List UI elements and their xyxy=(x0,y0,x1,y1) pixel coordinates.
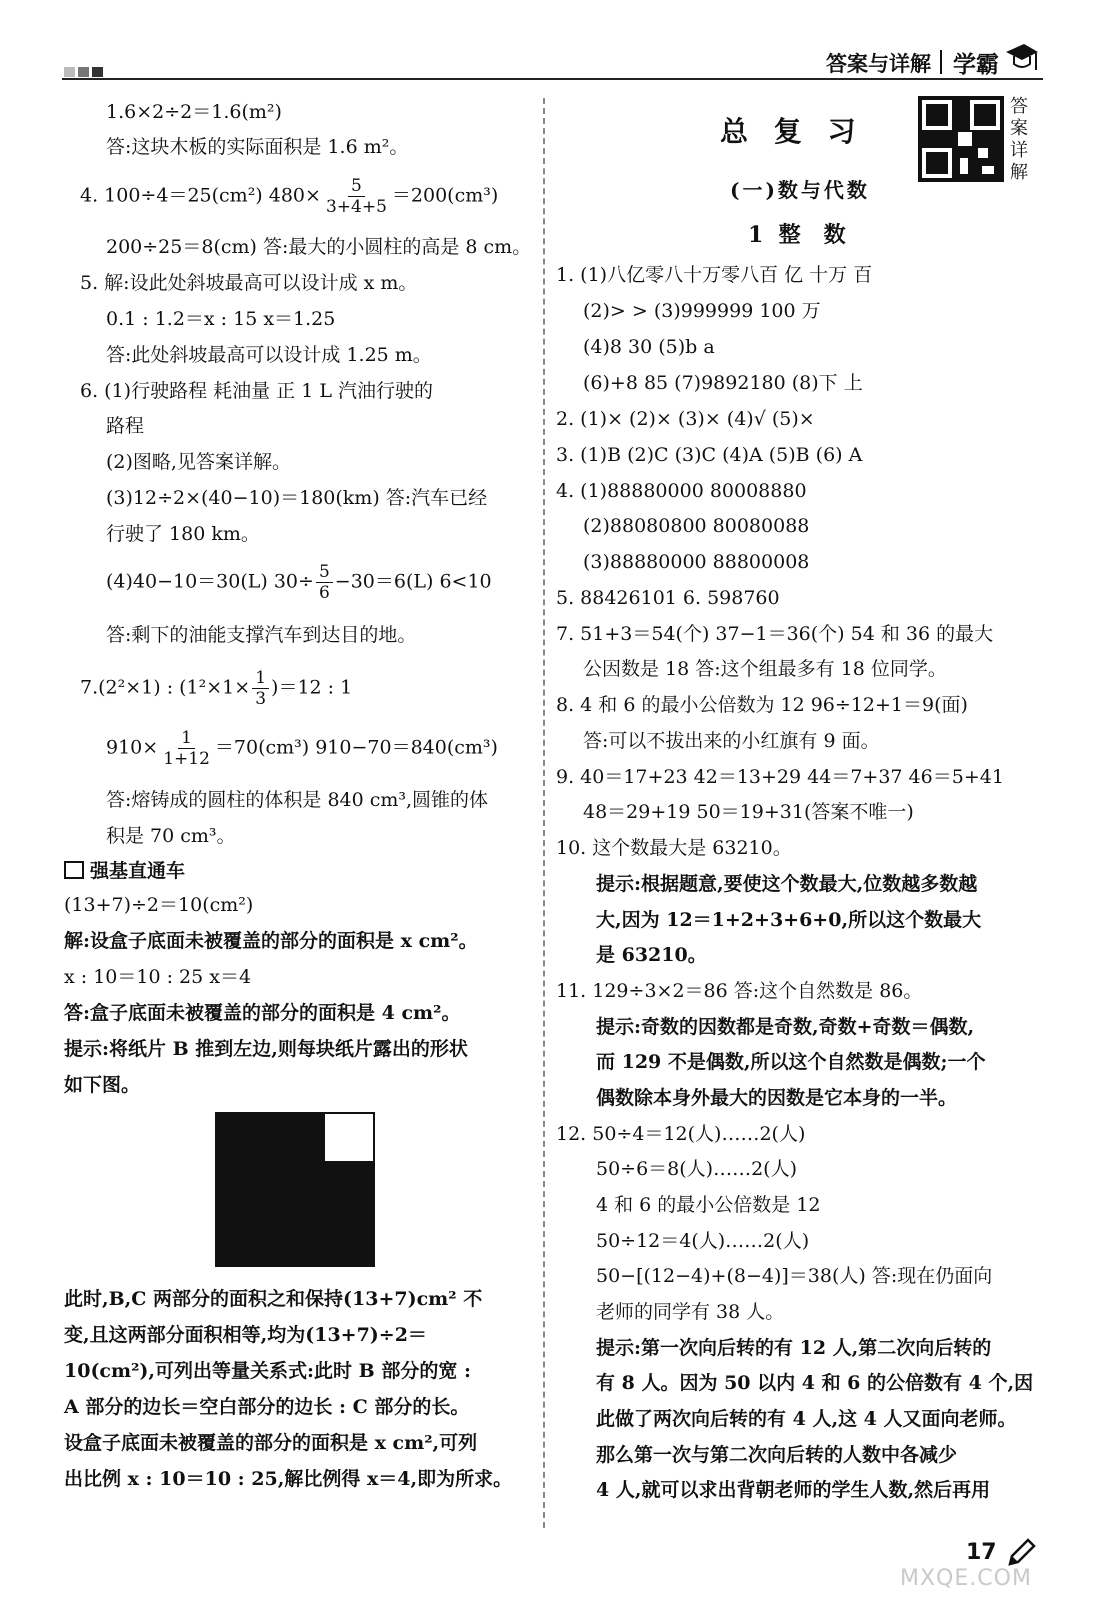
header-separator xyxy=(940,50,942,74)
fraction-denominator: 3+4+5 xyxy=(325,197,387,217)
text-line: (2)> > (3)999999 100 万 xyxy=(583,300,821,322)
text-line: 50÷6＝8(人)……2(人) xyxy=(596,1158,798,1180)
fraction-numerator: 5 xyxy=(316,562,333,583)
text-line: A 部分的边长＝空白部分的边长 : C 部分的长。 xyxy=(64,1396,470,1418)
header-title: 答案与详解 xyxy=(826,52,931,76)
text-line: 0.1 : 1.2＝x : 15 x＝1.25 xyxy=(106,308,336,330)
text-line: 老师的同学有 38 人。 xyxy=(596,1301,785,1323)
text-line: 50÷12＝4(人)……2(人) xyxy=(596,1230,810,1252)
fraction-numerator: 1 xyxy=(252,668,269,689)
graduation-cap-icon xyxy=(1004,40,1040,76)
section-subtitle: (一)数与代数 xyxy=(730,178,870,202)
text-line: 那么第一次与第二次向后转的人数中各减少 xyxy=(596,1444,958,1466)
text-line: 11. 129÷3×2＝86 答:这个自然数是 86。 xyxy=(556,980,923,1002)
text-line: 出比例 x : 10＝10 : 25,解比例得 x＝4,即为所求。 xyxy=(64,1468,513,1490)
text-line: 答:熔铸成的圆柱的体积是 840 cm³,圆锥的体 xyxy=(106,789,489,811)
text-line: 行驶了 180 km。 xyxy=(106,523,260,545)
text-line: 2. (1)× (2)× (3)× (4)√ (5)× xyxy=(556,408,815,430)
text-line: 6. (1)行驶路程 耗油量 正 1 L 汽油行驶的 xyxy=(80,380,433,402)
qr-code xyxy=(918,96,1004,182)
header-brand: 学霸 xyxy=(953,52,999,78)
text-line xyxy=(80,176,498,217)
text-line: 答:这块木板的实际面积是 1.6 m²。 xyxy=(106,136,409,158)
text-line: 大,因为 12＝1+2+3+6+0,所以这个数最大 xyxy=(596,909,982,931)
text-line: 7. 51+3＝54(个) 37−1＝36(个) 54 和 36 的最大 xyxy=(556,623,994,645)
text-line: 9. 40＝17+23 42＝13+29 44＝7+37 46＝5+41 xyxy=(556,766,1004,788)
qr-label: 答案详解 xyxy=(1010,96,1028,183)
text-line: 答:此处斜坡最高可以设计成 1.25 m。 xyxy=(106,344,432,366)
text-line: 200÷25＝8(cm) 答:最大的小圆柱的高是 8 cm。 xyxy=(106,236,532,258)
text-line: 1.6×2÷2＝1.6(m²) xyxy=(106,101,282,123)
text-line: 5. 解:设此处斜坡最高可以设计成 x m。 xyxy=(80,272,418,294)
watermark: MXQE.COM xyxy=(900,1566,1032,1591)
text-line: 4 人,就可以求出背朝老师的学生人数,然后再用 xyxy=(596,1479,991,1501)
text-line xyxy=(106,728,498,769)
fraction xyxy=(316,562,333,603)
text-line: 答:盒子底面未被覆盖的部分的面积是 4 cm²。 xyxy=(64,1002,461,1024)
text-line: (3)12÷2×(40−10)＝180(km) 答:汽车已经 xyxy=(106,487,488,509)
text-line xyxy=(80,668,352,709)
text-segment: −30＝6(L) 6<10 xyxy=(334,570,492,593)
text-segment: 4. 100÷4＝25(cm²) 480× xyxy=(80,184,321,207)
text-line: (13+7)÷2＝10(cm²) xyxy=(64,894,254,916)
section-heading-integers: 1 整 数 xyxy=(748,222,846,248)
text-segment: (4)40−10＝30(L) 30÷ xyxy=(106,570,314,593)
text-line: (3)88880000 88800008 xyxy=(583,551,810,573)
text-line: 提示:将纸片 B 推到左边,则每块纸片露出的形状 xyxy=(64,1038,468,1060)
book-icon xyxy=(64,861,84,879)
text-line: 12. 50÷4＝12(人)……2(人) xyxy=(556,1123,806,1145)
text-segment: ＝200(cm³) xyxy=(391,184,499,207)
text-line: 10(cm²),可列出等量关系式:此时 B 部分的宽 : xyxy=(64,1360,471,1382)
fraction-numerator: 1 xyxy=(178,728,195,749)
text-line: (4)8 30 (5)b a xyxy=(583,336,715,358)
fraction-denominator: 3 xyxy=(255,689,267,709)
text-line: 路程 xyxy=(106,415,145,437)
text-line: 8. 4 和 6 的最小公倍数为 12 96÷12+1＝9(面) xyxy=(556,694,968,716)
text-line: 48＝29+19 50＝19+31(答案不唯一) xyxy=(583,801,914,823)
chapter-title: 总 复 习 xyxy=(720,115,864,148)
text-line: (6)+8 85 (7)9892180 (8)下 上 xyxy=(583,372,863,394)
text-line: 提示:奇数的因数都是奇数,奇数+奇数＝偶数, xyxy=(596,1016,975,1038)
text-segment: )＝12 : 1 xyxy=(271,676,353,699)
text-line: 答:可以不拔出来的小红旗有 9 面。 xyxy=(583,730,880,752)
text-line: 50−[(12−4)+(8−4)]＝38(人) 答:现在仍面向 xyxy=(596,1265,993,1287)
text-line: 提示:根据题意,要使这个数最大,位数越多数越 xyxy=(596,873,978,895)
text-line: 1. (1)八亿零八十万零八百 亿 十万 百 xyxy=(556,264,873,286)
section-heading-label: 强基直通车 xyxy=(90,860,186,882)
text-line: 4. (1)88880000 80008880 xyxy=(556,480,807,502)
fraction-numerator: 5 xyxy=(348,176,365,197)
text-line: 解:设盒子底面未被覆盖的部分的面积是 x cm²。 xyxy=(64,930,478,952)
text-line: 偶数除本身外最大的因数是它本身的一半。 xyxy=(596,1087,958,1109)
fraction xyxy=(252,668,269,709)
text-line: 此做了两次向后转的有 4 人,这 4 人又面向老师。 xyxy=(596,1408,1017,1430)
fraction-denominator: 1+12 xyxy=(163,749,210,769)
fraction xyxy=(160,728,213,769)
text-line: 设盒子底面未被覆盖的部分的面积是 x cm²,可列 xyxy=(64,1432,478,1454)
text-line: 是 63210。 xyxy=(596,944,707,966)
text-line: 提示:第一次向后转的有 12 人,第二次向后转的 xyxy=(596,1337,992,1359)
diagram-blank-square xyxy=(325,1114,373,1161)
text-line: 有 8 人。因为 50 以内 4 和 6 的公倍数有 4 个,因 xyxy=(596,1372,1034,1394)
diagram-figure xyxy=(215,1112,375,1267)
text-line: (2)图略,见答案详解。 xyxy=(106,451,291,473)
text-line: 公因数是 18 答:这个组最多有 18 位同学。 xyxy=(583,658,947,680)
fraction-denominator: 6 xyxy=(318,583,330,603)
text-segment: 7.(2²×1) : (1²×1× xyxy=(80,676,251,699)
text-line: 4 和 6 的最小公倍数是 12 xyxy=(596,1194,821,1216)
text-line: 而 129 不是偶数,所以这个自然数是偶数;一个 xyxy=(596,1051,986,1073)
text-line: x : 10＝10 : 25 x＝4 xyxy=(64,966,252,988)
text-segment: 910× xyxy=(106,736,159,759)
text-line: (2)88080800 80080088 xyxy=(583,515,810,537)
text-line: 3. (1)B (2)C (3)C (4)A (5)B (6) A xyxy=(556,444,863,466)
header-rule xyxy=(62,78,1043,80)
text-line xyxy=(106,562,492,603)
column-divider xyxy=(543,98,545,1528)
text-line: 如下图。 xyxy=(64,1074,141,1096)
text-segment: ＝70(cm³) 910−70＝840(cm³) xyxy=(214,736,498,759)
page-number: 17 xyxy=(966,1540,997,1565)
pencil-icon xyxy=(1004,1536,1038,1570)
fraction xyxy=(323,176,390,217)
section-heading xyxy=(64,858,185,884)
text-line: 积是 70 cm³。 xyxy=(106,825,236,847)
text-line: 变,且这两部分面积相等,均为(13+7)÷2＝ xyxy=(64,1324,427,1346)
text-line: 此时,B,C 两部分的面积之和保持(13+7)cm² 不 xyxy=(64,1288,483,1310)
text-line: 5. 88426101 6. 598760 xyxy=(556,587,780,609)
text-line: 10. 这个数最大是 63210。 xyxy=(556,837,792,859)
text-line: 答:剩下的油能支撑汽车到达目的地。 xyxy=(106,624,417,646)
